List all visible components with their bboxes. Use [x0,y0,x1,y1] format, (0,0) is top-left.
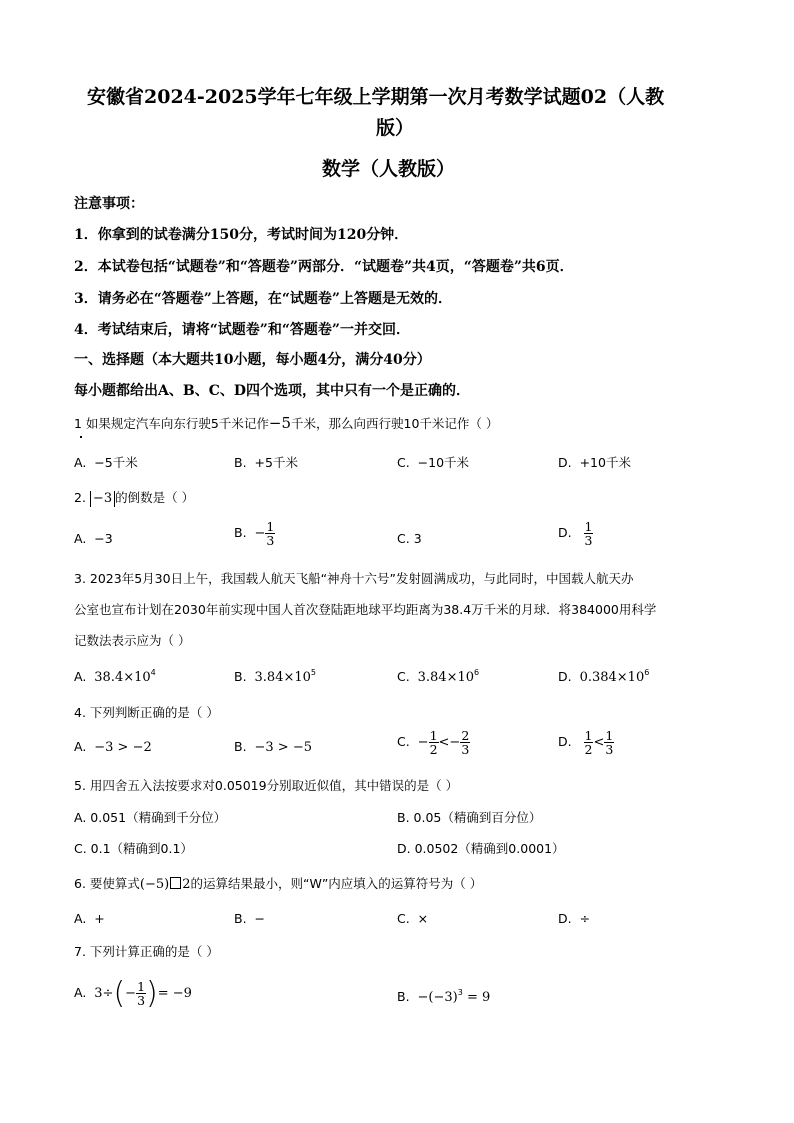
question-2: 2. −3 的倒数是（ ） [74,490,195,506]
q7-option-a: A. 3÷(− $\frac{1}{3}$ )= −9 [74,976,192,1011]
fraction: $\frac{1}{2}$ [584,728,593,758]
notice-item: 4．考试结束后，请将“试题卷”和“答题卷”一并交回． [74,322,410,338]
question-1-post: 千米，那么向西行驶10千米记作（ ） [291,416,499,431]
q4-option-b: B. −3 > −5 [234,739,312,755]
q6-option-c: C. × [397,911,429,926]
decorative-dot [80,436,82,438]
question-6: 6. 要使算式(−5) 2的运算结果最小，则“W”内应填入的运算符号为（ ） [74,876,483,892]
title-line-1: 安徽省2024-2025学年七年级上学期第一次月考数学试题02（人教 [87,86,665,108]
question-4: 4. 下列判断正确的是（ ） [74,705,219,720]
q1-option-b: B. +5千米 [234,455,298,470]
q6-option-b: B. − [234,911,265,926]
subtitle: 数学（人教版） [322,158,456,180]
section-heading: 一、选择题（本大题共10小题，每小题4分，满分40分） [74,352,431,368]
question-3-line-3: 记数法表示应为（ ） [74,633,191,648]
q6-option-d: D. ÷ [558,911,591,926]
question-7: 7. 下列计算正确的是（ ） [74,944,219,959]
q1-option-d: D. +10千米 [558,455,631,470]
q3-option-b: B. $3.84\times 10^5$ [234,668,316,685]
q3-option-a: A. $38.4\times 10^4$ [74,668,156,685]
q6-option-a: A. + [74,911,105,926]
question-1 [74,414,498,432]
q3-option-d: D. $0.384\times 10^6$ [558,668,650,685]
q6-expression: (−5) [139,877,170,892]
question-1-value: −5 [268,414,292,432]
q5-option-a: A. 0.051（精确到千分位） [74,810,227,825]
q2-option-d: D. $\frac{1}{3}$ [558,519,593,549]
absolute-value-expression: −3 [90,491,115,507]
q4-option-a: A. −3 > −2 [74,739,152,755]
section-instruction: 每小题都给出A、B、C、D四个选项，其中只有一个是正确的． [74,383,470,399]
q1-option-c: C. −10千米 [397,455,470,470]
q4-option-c: C. − $\frac{1}{2}$ <− $\frac{2}{3}$ [397,728,470,758]
fraction: $\frac{1}{3}$ [605,728,614,758]
fraction: $\frac{2}{3}$ [461,728,470,758]
question-1-pre: 1 如果规定汽车向东行驶5千米记作 [74,416,269,431]
fraction: $\frac{1}{2}$ [429,728,438,758]
q2-option-c: C. 3 [397,531,422,546]
fraction: $\frac{1}{3}$ [266,519,275,549]
notice-item: 3．请务必在“答题卷”上答题，在“试题卷”上答题是无效的． [74,291,452,307]
q1-option-a: A. −5千米 [74,455,138,470]
fraction: $\frac{1}{3}$ [584,519,593,549]
fraction: $\frac{1}{3}$ [137,978,146,1008]
notice-item: 2．本试卷包括“试题卷”和“答题卷”两部分．“试题卷”共4页，“答题卷”共6页． [74,259,574,275]
question-3-line-2: 公室也宣布计划在2030年前实现中国人首次登陆距地球平均距离为38.4万千米的月球．将384000用科学 [74,602,657,617]
blank-box-icon [170,877,181,889]
notice-item: 1．你拿到的试卷满分150分，考试时间为120分钟． [74,227,409,243]
q5-option-b: B. 0.05（精确到百分位） [397,810,542,825]
question-3-line-1: 3. 2023年5月30日上午，我国载人航天飞船“神舟十六号”发射圆满成功，与此同时，中国载人航天办 [74,571,634,586]
q5-option-d: D. 0.0502（精确到0.0001） [397,841,565,856]
title-line-2: 版） [376,117,415,139]
q4-option-d: D. $\frac{1}{2}$ < $\frac{1}{3}$ [558,728,614,758]
q2-option-b: B. − $\frac{1}{3}$ [234,519,275,549]
question-5: 5. 用四舍五入法按要求对0.05019分别取近似值，其中错误的是（ ） [74,778,459,793]
q7-option-b: B. $-(-3)^3 = 9$ [397,988,491,1005]
q5-option-c: C. 0.1（精确到0.1） [74,841,193,856]
notice-heading: 注意事项： [74,196,144,212]
q3-option-c: C. $3.84\times 10^6$ [397,668,480,685]
q2-option-a: A. −3 [74,531,113,546]
